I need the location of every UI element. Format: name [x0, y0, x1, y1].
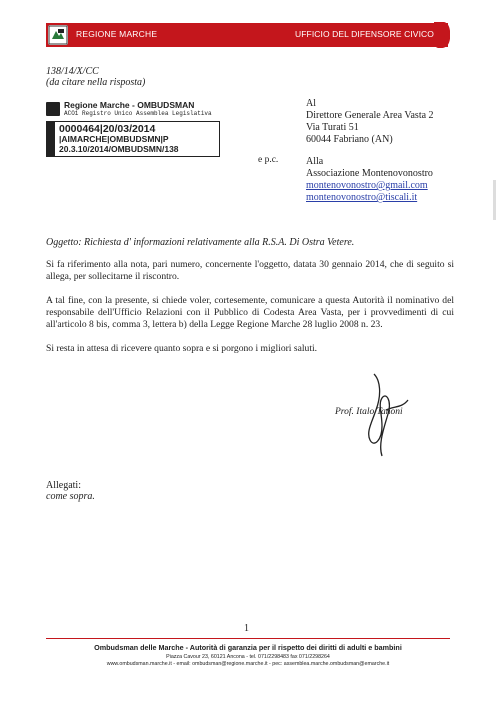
- region-label: REGIONE MARCHE: [76, 29, 158, 39]
- paragraph-3: Si resta in attesa di ricevere quanto sopra e si porgono i migliori saluti.: [46, 343, 318, 354]
- region-logo-icon: [48, 25, 68, 45]
- addressee-line-3: 60044 Fabriano (AN): [306, 134, 393, 145]
- stamp-row-2: |AIMARCHE|OMBUDSMN|P: [59, 134, 169, 144]
- epc-label: e p.c.: [258, 155, 279, 165]
- addressee-line-4: Associazione Montenovonostro: [306, 168, 433, 179]
- addressee-line-1: Direttore Generale Area Vasta 2: [306, 110, 434, 121]
- footer-contacts: www.ombudsman.marche.it - email: ombudsman@regione.marche.it - pec: assemblea.marche.ombudsman@emarche.it: [106, 661, 390, 667]
- stamp-title: Regione Marche - OMBUDSMAN: [64, 100, 195, 110]
- stamp-row-3: 20.3.10/2014/OMBUDSMN/138: [59, 144, 179, 154]
- email-link-gmail[interactable]: montenovonostro@gmail.com: [306, 180, 428, 191]
- banner-swirl-icon: [434, 22, 450, 48]
- paragraph-2: A tal fine, con la presente, si chiede voler, cortesemente, comunicare a questa Autorità il nominativo del responsabile dell'Ufficio Relazioni con il Pubblico di Codesta Area Vasta, per i provvedimenti di cui all'articolo 8 bis, comma 3, lettera b) della Legge Regione Marche 28 luglio 2008 n. 23.: [46, 295, 454, 330]
- paragraph-1: Si fa riferimento alla nota, pari numero, concernente l'oggetto, datata 30 gennaio 2014, che di seguito si allega, per sollecitarne il riscontro.: [46, 259, 454, 282]
- stamp-subtitle: ACO1 Registro Unico Assemblea Legislativa: [64, 110, 212, 117]
- footer-title: Ombudsman delle Marche - Autorità di garanzia per il rispetto dei diritti di adulti e bambini: [94, 643, 402, 652]
- page-number: 1: [244, 623, 249, 634]
- attachments-value: come sopra.: [46, 491, 95, 502]
- office-label: UFFICIO DEL DIFENSORE CIVICO: [295, 29, 434, 39]
- footer-divider: [46, 638, 450, 639]
- email-link-tiscali[interactable]: montenovonostro@tiscali.it: [306, 192, 418, 203]
- header-banner: [46, 23, 448, 47]
- footer-address: Piazza Cavour 23, 60121 Ancona - tel. 071/2298483 fax 071/2298264: [166, 654, 330, 660]
- protocol-note: (da citare nella risposta): [46, 77, 146, 88]
- stamp-logo-icon: [46, 102, 60, 116]
- stamp-row-1: 0000464|20/03/2014: [59, 123, 156, 135]
- attachments-label: Allegati:: [46, 480, 81, 491]
- addressee-line-2: Via Turati 51: [306, 122, 359, 133]
- stamp-barcode-strip: [47, 122, 55, 156]
- addressee-al: Al: [306, 98, 316, 109]
- registry-stamp: [46, 121, 220, 157]
- protocol-number: 138/14/X/CC: [46, 66, 99, 77]
- addressee-alla: Alla: [306, 156, 324, 167]
- signatory-name: Prof. Italo Tanoni: [335, 407, 403, 417]
- subject-line: Oggetto: Richiesta d' informazioni relativamente alla R.S.A. Di Ostra Vetere.: [46, 237, 355, 248]
